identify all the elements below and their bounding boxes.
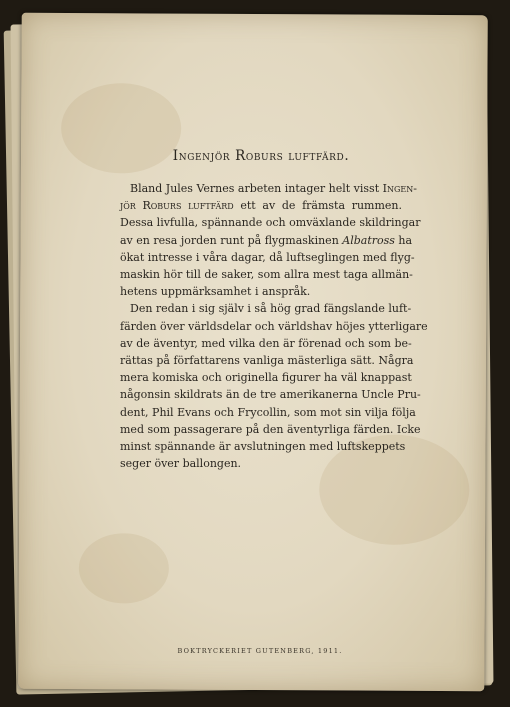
book-title-heading: Ingenjör Roburs luftfärd. [172, 148, 350, 164]
printer-imprint: BOKTRYCKERIET GUTENBERG, 1911. [177, 647, 343, 655]
text-line: rättas på författarens vanliga mästerliga sätt. Några [120, 354, 414, 368]
text-line: Bland Jules Vernes arbeten intager helt visst Ingen- [130, 182, 417, 195]
text-line: ökat intresse i våra dagar, då luftseglingen med flyg- [120, 250, 415, 264]
text-line: Den redan i sig själv i så hög grad fängslande luft- [130, 302, 412, 316]
text-line: jör Roburs luftfärd ett av de främsta rummen. [120, 199, 402, 213]
text-line: av en resa jorden runt på flygmaskinen Albatross ha [120, 233, 413, 247]
text-line: av de äventyr, med vilka den är förenad och som be- [120, 336, 412, 350]
paragraph-2 [120, 300, 428, 472]
text-line: dent, Phil Evans och Frycollin, som mot sin vilja följa [120, 405, 416, 419]
paper-stain [79, 533, 169, 603]
text-line: seger över ballongen. [120, 457, 242, 471]
blurb-text-block [120, 148, 428, 472]
text-line: minst spännande är avslutningen med luftskeppets [120, 440, 406, 454]
text-line: hetens uppmärksamhet i anspråk. [120, 285, 311, 299]
text-line: mera komiska och originella figurer ha väl knappast [120, 371, 412, 385]
text-line: med som passagerare på den äventyrliga färden. Icke [120, 422, 421, 436]
text-line: Dessa livfulla, spännande och omväxlande skildringar [120, 216, 421, 230]
text-line: maskin hör till de saker, som allra mest taga allmän- [120, 268, 413, 282]
text-line: någonsin skildrats än de tre amerikanerna Uncle Pru- [120, 388, 421, 402]
text-line: färden över världsdelar och världshav höjes ytterligare [120, 319, 428, 333]
paragraph-1 [120, 180, 421, 300]
